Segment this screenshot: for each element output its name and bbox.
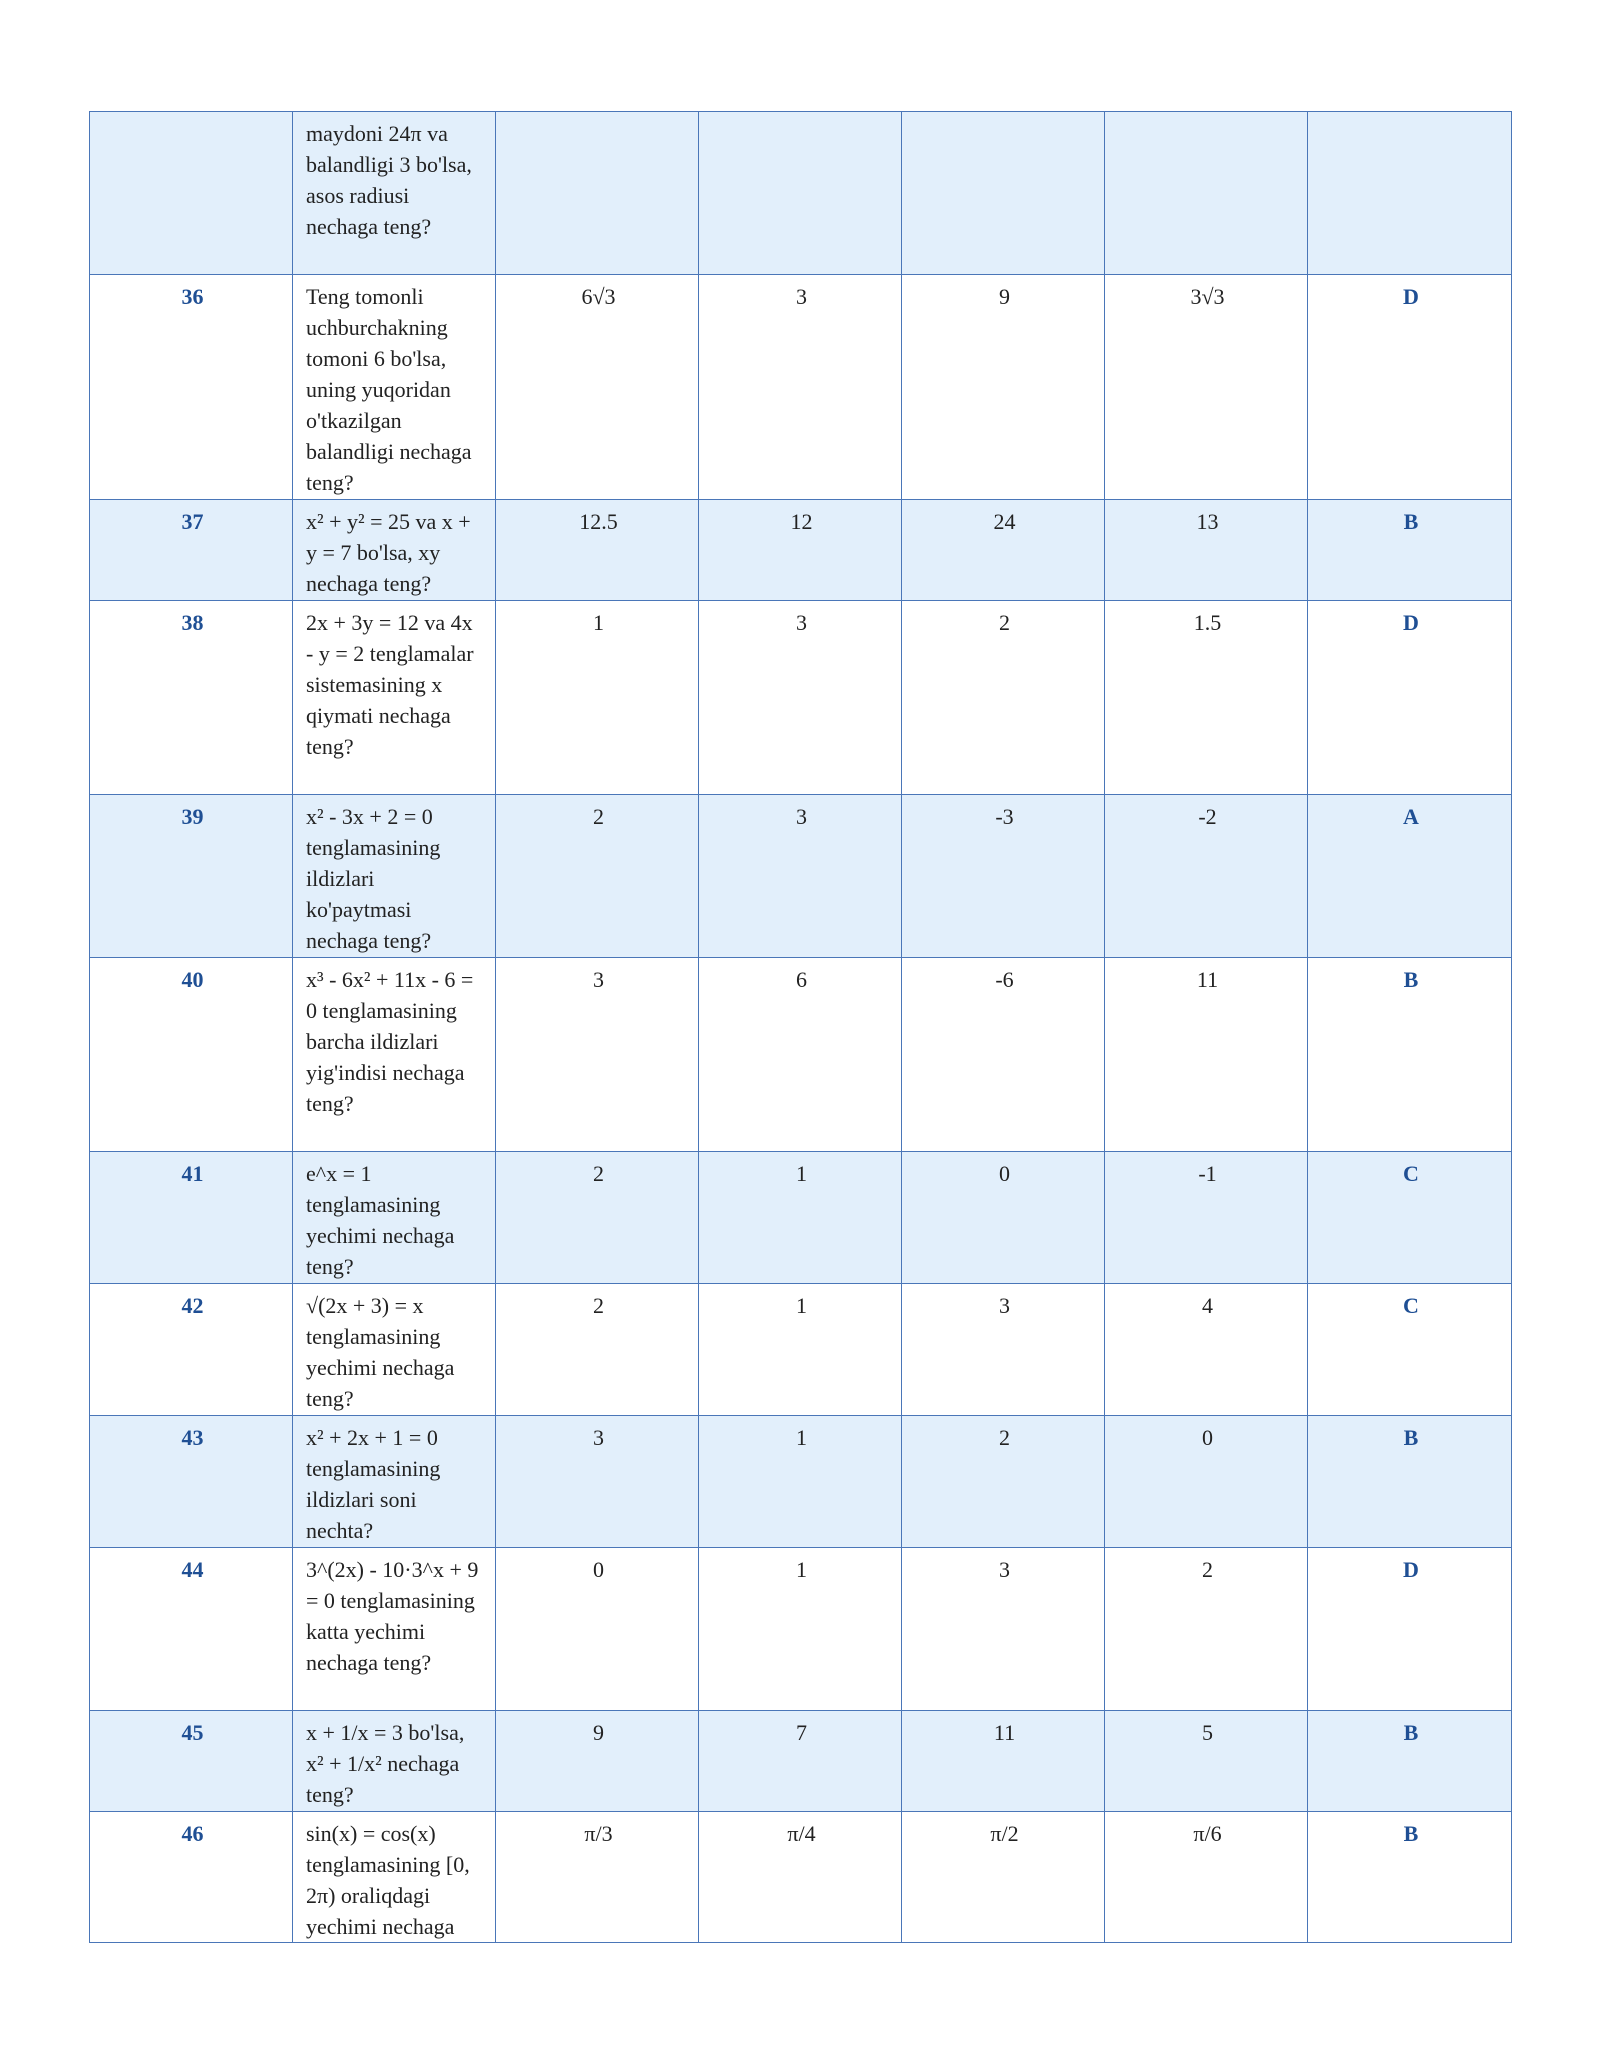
option-b: 6 — [699, 958, 902, 1152]
correct-answer: D — [1308, 1548, 1512, 1711]
option-c: π/2 — [902, 1812, 1105, 1943]
option-a: π/3 — [496, 1812, 699, 1943]
question-text: x + 1/x = 3 bo'lsa, x² + 1/x² nechaga teng? — [293, 1711, 496, 1812]
option-c: 24 — [902, 500, 1105, 601]
option-c: -3 — [902, 795, 1105, 958]
option-a — [496, 112, 699, 275]
table-row — [90, 1548, 1512, 1711]
question-text: maydoni 24π va balandligi 3 bo'lsa, asos radiusi nechaga teng? — [293, 112, 496, 275]
table-row — [90, 795, 1512, 958]
option-c: 3 — [902, 1548, 1105, 1711]
option-d — [1105, 112, 1308, 275]
option-c: -6 — [902, 958, 1105, 1152]
option-d: -1 — [1105, 1152, 1308, 1284]
option-d: 3√3 — [1105, 275, 1308, 500]
table-row — [90, 275, 1512, 500]
option-b: 3 — [699, 601, 902, 795]
option-b: 1 — [699, 1284, 902, 1416]
table-row — [90, 1711, 1512, 1812]
question-text: x³ - 6x² + 11x - 6 = 0 tenglamasining barcha ildizlari yig'indisi nechaga teng? — [293, 958, 496, 1152]
question-text: 2x + 3y = 12 va 4x - y = 2 tenglamalar sistemasining x qiymati nechaga teng? — [293, 601, 496, 795]
question-text: sin(x) = cos(x) tenglamasining [0, 2π) oraliqdagi yechimi nechaga — [293, 1812, 496, 1943]
option-d: 2 — [1105, 1548, 1308, 1711]
correct-answer: B — [1308, 1812, 1512, 1943]
option-d: π/6 — [1105, 1812, 1308, 1943]
option-b: 7 — [699, 1711, 902, 1812]
correct-answer: D — [1308, 601, 1512, 795]
table-row — [90, 1416, 1512, 1548]
question-number: 39 — [90, 795, 293, 958]
correct-answer: C — [1308, 1284, 1512, 1416]
option-d: -2 — [1105, 795, 1308, 958]
option-c: 11 — [902, 1711, 1105, 1812]
question-number: 44 — [90, 1548, 293, 1711]
option-d: 11 — [1105, 958, 1308, 1152]
question-number: 41 — [90, 1152, 293, 1284]
option-c — [902, 112, 1105, 275]
option-a: 3 — [496, 1416, 699, 1548]
question-text: x² + 2x + 1 = 0 tenglamasining ildizlari soni nechta? — [293, 1416, 496, 1548]
option-b: π/4 — [699, 1812, 902, 1943]
option-b — [699, 112, 902, 275]
question-text: 3^(2x) - 10·3^x + 9 = 0 tenglamasining katta yechimi nechaga teng? — [293, 1548, 496, 1711]
question-text: x² - 3x + 2 = 0 tenglamasining ildizlari ko'paytmasi nechaga teng? — [293, 795, 496, 958]
option-a: 2 — [496, 1152, 699, 1284]
table-row — [90, 1152, 1512, 1284]
option-d: 1.5 — [1105, 601, 1308, 795]
option-b: 1 — [699, 1416, 902, 1548]
question-number: 46 — [90, 1812, 293, 1943]
table-row — [90, 500, 1512, 601]
option-c: 2 — [902, 1416, 1105, 1548]
option-d: 4 — [1105, 1284, 1308, 1416]
correct-answer — [1308, 112, 1512, 275]
question-text: √(2x + 3) = x tenglamasining yechimi nechaga teng? — [293, 1284, 496, 1416]
table-row — [90, 1812, 1512, 1943]
option-c: 9 — [902, 275, 1105, 500]
question-text: Teng tomonli uchburchakning tomoni 6 bo'lsa, uning yuqoridan o'tkazilgan balandligi nechaga teng? — [293, 275, 496, 500]
correct-answer: B — [1308, 1711, 1512, 1812]
option-a: 12.5 — [496, 500, 699, 601]
option-a: 2 — [496, 1284, 699, 1416]
option-b: 3 — [699, 795, 902, 958]
table-row — [90, 112, 1512, 275]
correct-answer: B — [1308, 1416, 1512, 1548]
option-d: 13 — [1105, 500, 1308, 601]
option-a: 1 — [496, 601, 699, 795]
question-number — [90, 112, 293, 275]
option-a: 2 — [496, 795, 699, 958]
question-number: 36 — [90, 275, 293, 500]
question-number: 40 — [90, 958, 293, 1152]
correct-answer: C — [1308, 1152, 1512, 1284]
question-text: e^x = 1 tenglamasining yechimi nechaga teng? — [293, 1152, 496, 1284]
table-row — [90, 601, 1512, 795]
option-b: 3 — [699, 275, 902, 500]
option-a: 9 — [496, 1711, 699, 1812]
option-c: 2 — [902, 601, 1105, 795]
correct-answer: A — [1308, 795, 1512, 958]
option-b: 12 — [699, 500, 902, 601]
correct-answer: D — [1308, 275, 1512, 500]
option-d: 0 — [1105, 1416, 1308, 1548]
question-number: 38 — [90, 601, 293, 795]
option-a: 0 — [496, 1548, 699, 1711]
quiz-table — [89, 111, 1512, 1943]
table-row — [90, 958, 1512, 1152]
option-a: 3 — [496, 958, 699, 1152]
option-c: 3 — [902, 1284, 1105, 1416]
question-number: 42 — [90, 1284, 293, 1416]
option-b: 1 — [699, 1548, 902, 1711]
question-text: x² + y² = 25 va x + y = 7 bo'lsa, xy nechaga teng? — [293, 500, 496, 601]
question-number: 37 — [90, 500, 293, 601]
option-d: 5 — [1105, 1711, 1308, 1812]
correct-answer: B — [1308, 958, 1512, 1152]
option-b: 1 — [699, 1152, 902, 1284]
table-row — [90, 1284, 1512, 1416]
correct-answer: B — [1308, 500, 1512, 601]
option-a: 6√3 — [496, 275, 699, 500]
question-number: 45 — [90, 1711, 293, 1812]
option-c: 0 — [902, 1152, 1105, 1284]
question-number: 43 — [90, 1416, 293, 1548]
